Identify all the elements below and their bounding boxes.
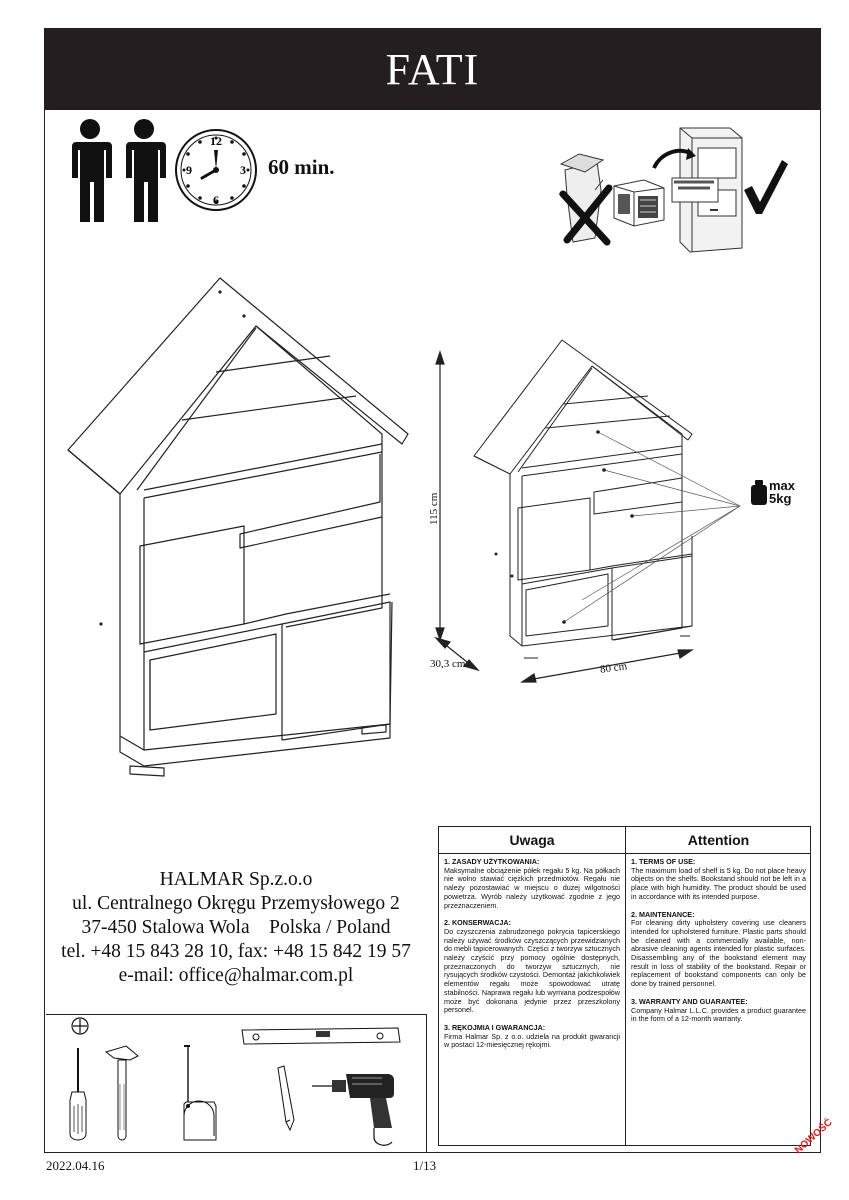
no-wet-storage-icon bbox=[555, 150, 615, 250]
phillips-symbol-icon bbox=[70, 1016, 90, 1036]
section-text: For cleaning dirty upholstery covering use cleaners intended for upholstered furniture. Plastic parts should be cleaned with a commercially available, non-abrasive cleaning agents intended for plastic surfaces. Disassembling any of the bookstand element may result in loss of stability of the bookstand. Repair or replacement of bookstand components can only be done by trained personnel. bbox=[631, 918, 806, 989]
section-title: 3. RĘKOJMIA I GWARANCJA: bbox=[444, 1022, 546, 1032]
new-stamp: NOWOŚĆ bbox=[793, 1117, 835, 1157]
divider bbox=[426, 1014, 427, 1153]
dim-depth-label: 30,3 cm bbox=[430, 658, 466, 670]
company-city: 37-450 Stalowa Wola Polska / Poland bbox=[81, 917, 391, 938]
clock-3: 3 bbox=[240, 163, 246, 177]
notice-pl-section bbox=[444, 858, 620, 910]
section-title: 1. TERMS OF USE: bbox=[631, 857, 696, 866]
drill-icon bbox=[312, 1066, 412, 1150]
section-text: Company Halmar L.L.C. provides a product guarantee in the form of a 12-month warranty. bbox=[631, 1005, 806, 1024]
section-text: Do czyszczenia zabrudzonego pokrycia tapicerskiego należy używać środków czyszczących przewidzianych do mebli tapicerowanych. Części z tworzyw sztucznych należy czyścić przy pomocy ogólnie dostępnych, przeznaczonych do tworzyw sztucznych, nie rysujących środków czystości. Demontaż jakichkolwiek elementów regału może spowodować utratę stabilności. Naprawa regału lub wymiana podzespołów może być dokonana jedynie przez przeszkolony personel. bbox=[444, 926, 620, 1015]
checkmark-icon bbox=[742, 156, 790, 216]
person-icon bbox=[66, 118, 114, 224]
notice-pl-section bbox=[444, 919, 620, 1015]
dim-height-label bbox=[426, 485, 442, 535]
clock-6: 6 bbox=[213, 193, 219, 207]
section-title: 3. WARRANTY AND GUARANTEE: bbox=[631, 996, 748, 1006]
cabinet-ok-icon bbox=[650, 124, 750, 256]
notice-en-section bbox=[631, 911, 806, 989]
tape-measure-icon bbox=[180, 1044, 220, 1144]
max-weight-label: 5kg bbox=[769, 491, 792, 506]
assembly-time: 60 min. bbox=[268, 155, 335, 179]
bookcase-dimensions-drawing bbox=[414, 336, 744, 690]
section-text: Maksymalne obciążenie półek regału 5 kg. Na półkach nie wolno stawiać ciężkich przedmiotów. Regału nie należy pozostawiać w miejscu o dużej wilgotności powietrza. Wyrób należy użytkować zgodnie z jego przeznaczeniem. bbox=[444, 865, 620, 910]
clock-9: 9 bbox=[186, 163, 192, 177]
footer-page: 1/13 bbox=[413, 1158, 437, 1173]
svg-text:115 cm: 115 cm bbox=[428, 492, 440, 525]
max-label: max bbox=[769, 478, 796, 493]
page-title: FATI bbox=[44, 28, 821, 110]
phillips-screwdriver-icon bbox=[66, 1046, 92, 1142]
weight-icon bbox=[750, 480, 768, 506]
pencil-icon bbox=[276, 1064, 296, 1130]
company-phone: tel. +48 15 843 28 10, fax: +48 15 842 19 57 bbox=[61, 941, 411, 962]
company-info bbox=[46, 868, 426, 988]
spirit-level-icon bbox=[240, 1026, 402, 1048]
company-email: e-mail: office@halmar.com.pl bbox=[118, 965, 354, 986]
notice-en-section bbox=[631, 998, 806, 1024]
section-title: 2. KONSERWACJA: bbox=[444, 918, 511, 928]
section-text: Firma Halmar Sp. z o.o. udziela na produkt gwarancji w postaci 12-miesięcznej rękojmi. bbox=[444, 1031, 620, 1050]
notice-en-section bbox=[631, 858, 806, 902]
section-title: 2. MAINTENANCE: bbox=[631, 909, 695, 919]
company-street: ul. Centralnego Okręgu Przemysłowego 2 bbox=[72, 893, 400, 914]
footer-date: 2022.04.16 bbox=[46, 1158, 105, 1173]
section-title: 1. ZASADY UŻYTKOWANIA: bbox=[444, 857, 540, 866]
notice-pl-section bbox=[444, 1024, 620, 1050]
notice-en-heading: Attention bbox=[626, 827, 811, 854]
clock-icon bbox=[174, 128, 258, 212]
bookcase-drawing-large bbox=[60, 272, 410, 782]
hammer-icon bbox=[104, 1044, 140, 1144]
section-text: The maximum load of shelf is 5 kg. Do not place heavy objects on the shelfs. Bookstand should not be left in a place with high humidity. The product should be used in accordance with its intended purpose. bbox=[631, 865, 806, 901]
notice-en bbox=[626, 827, 811, 1145]
notice-pl bbox=[439, 827, 626, 1145]
company-name: HALMAR Sp.z.o.o bbox=[159, 869, 313, 890]
dim-width-label: 80 cm bbox=[599, 660, 628, 676]
person-icon bbox=[120, 118, 168, 224]
clock-12: 12 bbox=[210, 134, 222, 148]
notice-pl-heading: Uwaga bbox=[439, 827, 625, 854]
notice-box bbox=[438, 826, 811, 1146]
